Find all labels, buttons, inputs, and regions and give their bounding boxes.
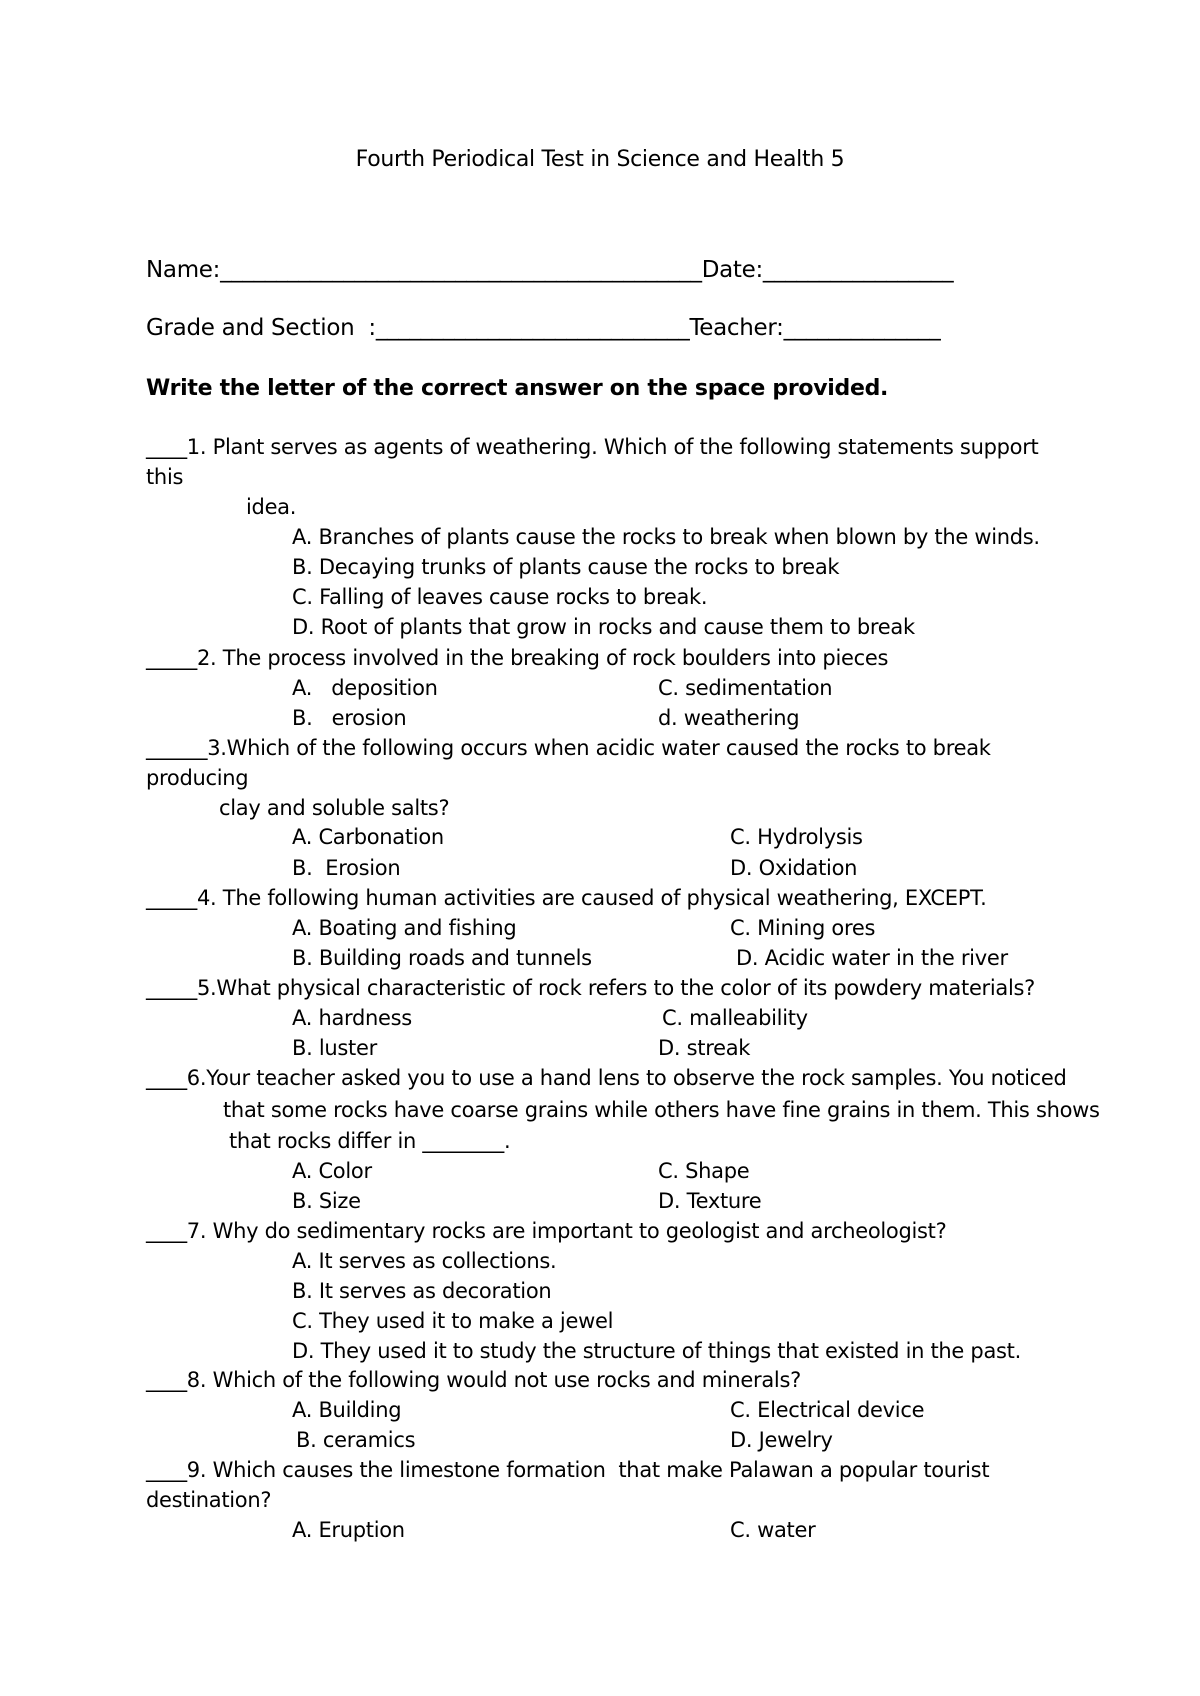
- question-1-option-b: B. Decaying trunks of plants cause the rocks to break: [292, 555, 840, 579]
- question-5-option-b: B. luster: [292, 1036, 377, 1060]
- question-7-option-c: C. They used it to make a jewel: [292, 1309, 614, 1333]
- question-2-stem: _____2. The process involved in the breaking of rock boulders into pieces: [146, 646, 889, 670]
- question-1-option-c: C. Falling of leaves cause rocks to break.: [292, 585, 708, 609]
- question-2-option-b: B. erosion: [292, 706, 407, 730]
- question-3-option-b: B. Erosion: [292, 856, 401, 880]
- question-9-stem: ____9. Which causes the limestone formation that make Palawan a popular tourist: [146, 1458, 990, 1482]
- question-4-option-a: A. Boating and fishing: [292, 916, 517, 940]
- question-8-option-d: D. Jewelry: [730, 1428, 833, 1452]
- question-5-option-d: D. streak: [658, 1036, 751, 1060]
- question-3-option-c: C. Hydrolysis: [730, 825, 863, 849]
- question-3-stem-cont: clay and soluble salts?: [219, 796, 450, 820]
- question-2-option-a: A. deposition: [292, 676, 438, 700]
- question-6-option-b: B. Size: [292, 1189, 361, 1213]
- question-5-option-a: A. hardness: [292, 1006, 412, 1030]
- question-6-option-c: C. Shape: [658, 1159, 750, 1183]
- question-1-stem-cont: idea.: [246, 495, 297, 519]
- question-1-option-a: A. Branches of plants cause the rocks to break when blown by the winds.: [292, 525, 1040, 549]
- question-3-option-a: A. Carbonation: [292, 825, 444, 849]
- question-4-option-d: D. Acidic water in the river: [736, 946, 1008, 970]
- question-3-stem-cont: producing: [146, 766, 249, 790]
- question-2-option-c: C. sedimentation: [658, 676, 833, 700]
- question-6-option-d: D. Texture: [658, 1189, 762, 1213]
- question-3-option-d: D. Oxidation: [730, 856, 858, 880]
- question-1-stem-cont: this: [146, 465, 184, 489]
- question-9-option-a: A. Eruption: [292, 1518, 405, 1542]
- question-4-option-b: B. Building roads and tunnels: [292, 946, 592, 970]
- question-8-option-b: B. ceramics: [296, 1428, 416, 1452]
- question-8-option-c: C. Electrical device: [730, 1398, 925, 1422]
- question-7-option-d: D. They used it to study the structure of things that existed in the past.: [292, 1339, 1021, 1363]
- question-4-option-c: C. Mining ores: [730, 916, 876, 940]
- question-9-stem-cont: destination?: [146, 1488, 272, 1512]
- grade-teacher-line: Grade and Section :____________________________Teacher:______________: [146, 315, 941, 341]
- question-7-option-b: B. It serves as decoration: [292, 1279, 552, 1303]
- question-8-stem: ____8. Which of the following would not use rocks and minerals?: [146, 1368, 801, 1392]
- question-1-option-d: D. Root of plants that grow in rocks and cause them to break: [292, 615, 915, 639]
- question-9-option-c: C. water: [730, 1518, 816, 1542]
- question-5-option-c: C. malleability: [662, 1006, 808, 1030]
- question-6-stem: ____6.Your teacher asked you to use a hand lens to observe the rock samples. You noticed: [146, 1066, 1067, 1090]
- question-6-option-a: A. Color: [292, 1159, 372, 1183]
- question-7-stem: ____7. Why do sedimentary rocks are important to geologist and archeologist?: [146, 1219, 947, 1243]
- question-2-option-d: d. weathering: [658, 706, 800, 730]
- question-1-stem: ____1. Plant serves as agents of weathering. Which of the following statements support: [146, 435, 1039, 459]
- question-5-stem: _____5.What physical characteristic of rock refers to the color of its powdery materials?: [146, 976, 1036, 1000]
- question-8-option-a: A. Building: [292, 1398, 402, 1422]
- question-6-stem-cont: that some rocks have coarse grains while others have fine grains in them. This shows: [223, 1098, 1100, 1122]
- question-4-stem: _____4. The following human activities are caused of physical weathering, EXCEPT.: [146, 886, 987, 910]
- question-3-stem: ______3.Which of the following occurs when acidic water caused the rocks to break: [146, 736, 991, 760]
- name-date-line: Name:___________________________________________Date:_________________: [146, 257, 954, 283]
- question-6-stem-cont: that rocks differ in ________.: [229, 1129, 511, 1153]
- instructions: Write the letter of the correct answer on the space provided.: [146, 376, 889, 401]
- page-title: Fourth Periodical Test in Science and Health 5: [355, 147, 845, 172]
- question-7-option-a: A. It serves as collections.: [292, 1249, 557, 1273]
